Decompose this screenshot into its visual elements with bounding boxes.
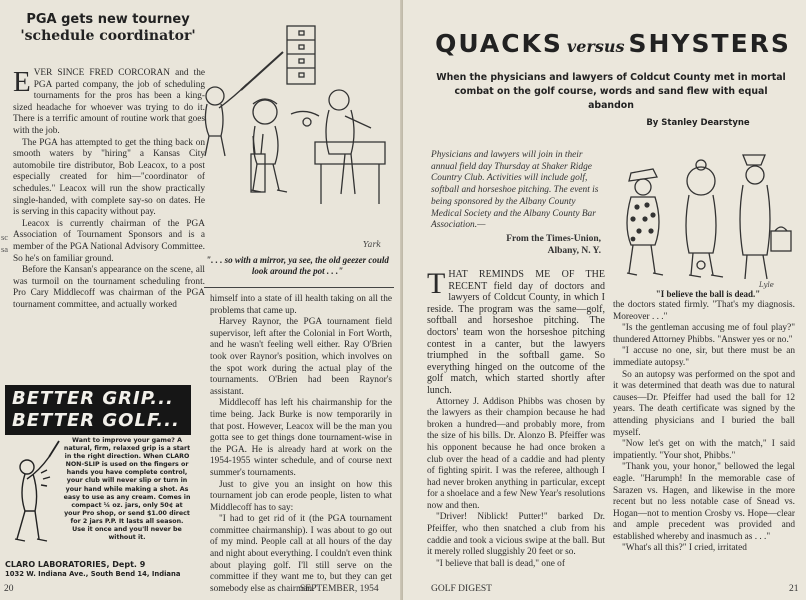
ad-company: CLARO LABORATORIES, Dept. 9 [5,560,146,569]
article-deck [431,71,791,113]
claro-advertisement [5,385,191,600]
title-versus: versus [566,37,625,56]
right-page-number: 21 [789,584,799,594]
golfer-swing-illustration [5,437,65,549]
title-shysters: SHYSTERS [628,29,791,58]
title-quacks: QUACKS [435,29,563,58]
margin-note-1: sc [1,232,9,242]
right-para-3: "Driver! Niblick! Putter!" barked Dr. Pfeiffer, who then snatched a club from his caddie and took a vicious swipe at the ball. But it merely rolled sluggishly 20 feet or so. [427,512,605,558]
left-col2-para-3: Middlecoff has left his chairmanship for the time being. Jack Burke is now temporarily in that post. However, Leacox will be the man you gotta see to get things done tournament-wise in the PGA. He is already hard at work on the 1954-1955 winter schedule, and of course next summer's tournaments. [210,398,392,478]
right-col2-para-2: "Is the gentleman accusing me of foul play?" thundered Attorney Phibbs. "Answer yes or no." [613,323,795,345]
issue-date: SEPTEMBER, 1954 [300,584,379,594]
left-divider [204,287,394,288]
deck-line2: combat on the golf course, words and sand flew with equal abandon [454,86,768,111]
left-para-3: Leacox is currently chairman of the PGA Association of Tournament Sponsors and is a member of the PGA National Advisory Committee. So he's on familiar ground. [13,218,205,264]
left-col2-para-2: Harvey Raynor, the PGA tournament field supervisor, left after the Colonial in Fort Worth, and he wasn't feeling well either. Ray O'Brien took over Raynor's position, which involves on the spot work during the actual play of the tournaments. O'Brien had been Raynor's assistant. [210,317,392,397]
left-para-4: Before the Kansan's appearance on the scene, all was turmoil on the tournament scheduling front. Pro Cary Middlecoff was chairman of the PGA tournament committee, and actually worked [13,265,205,310]
left-para-2: The PGA has attempted to get the thing back on smooth waters by "hiring" a Kansas City automobile tire distributor, Bob Leacox, to a post especially created for him—"coordinator of schedules." Leacox will run the show practically single-handed, with complete say-so on dates. He is serving in this capacity without pay. [13,137,205,218]
left-col2-para-1: himself into a state of ill health taking on all the problems that came up. [210,294,392,316]
left-dropcap: E [13,66,31,98]
mirror-cartoon-illustration [195,4,395,257]
ad-headline-line1: BETTER GRIP... [12,388,174,409]
right-cartoon-signature: Lyle [759,281,774,289]
ad-address: 1032 W. Indiana Ave., South Bend 14, Indiana [5,570,181,578]
left-para-1 [13,68,205,138]
left-para-1-text: VER SINCE FRED CORCORAN and the PGA parted company, the job of scheduling tournaments for the pros has been a king-sized headache for whoever was trying to do it. There is a terrific amount of routine work that goes with the job. [13,68,205,136]
right-col2-para-3: "I accuse no one, sir, but there must be an immediate autopsy." [613,346,795,368]
intro-quote-text: Physicians and lawyers will join in their annual field day Thursday at Shaker Ridge Country Club. Activities will include golf, softball and horseshoe pitching. The event is being sponsored by the Albany County Medical Society and the Albany County Bar Association.— [431,150,599,231]
article-title [433,30,793,61]
left-column-1 [13,68,205,311]
intro-source [431,233,601,257]
left-cartoon-caption: ". . . so with a mirror, ya see, the old geezer could look around the pot . . ." [206,255,389,276]
article-byline: By Stanley Dearstyne [646,118,750,128]
left-col2-para-4: Just to give you an insight on how this tournament job can erode people, listen to what Middlecoff has to say: [210,479,392,513]
deck-line1: When the physicians and lawyers of Coldcut County met in mortal [436,72,786,83]
intro-quote [431,150,601,257]
right-para-2: Attorney J. Addison Phibbs was chosen by the lawyers as their champion because he had broken a hundred—and probably more, from the size of his bills. Dr. Alonzo B. Pfeiffer was his opponent because he had once broken a club over the head of a caddie and had plenty of fighting spirit. I was the referee, although I had never broken anything in particular, except for a shoelace and a few New Year's resolutions now and then. [427,396,605,511]
ad-footer [5,560,191,579]
right-col2-para-1: the doctors stated firmly. "That's my diagnosis. Moreover . . ." [613,300,795,322]
left-cartoon-signature: Yark [363,240,382,249]
left-headline-line2: 'schedule coordinator' [20,28,196,44]
left-column-2 [210,294,392,595]
left-headline [13,12,203,44]
left-headline-line1: PGA gets new tourney [26,12,190,27]
right-column-1 [427,269,605,570]
right-cartoon-caption: "I believe the ball is dead." [655,289,761,299]
three-men-cartoon-illustration [609,135,799,290]
right-page [403,0,806,600]
right-col2-para-7: "What's all this?" I cried, irritated [622,543,747,554]
right-col2-para-4: So an autopsy was performed on the spot and it was determined that death was due to natural causes—Dr. Pfeiffer had used the ball for 12 years. The death certificate was signed by the attending physicians and I buried the ball myself. [613,369,795,438]
intro-source-line2: Albany, N. Y. [547,245,601,256]
right-para-1 [427,269,605,397]
right-dropcap: T [427,267,446,300]
right-column-2 [613,300,795,555]
magazine-name: GOLF DIGEST [431,584,492,594]
ad-body-text: Want to improve your game? A natural, firm, relaxed grip is a start in the right direction. When CLARO NON-SLIP is used on the fingers or hands you have complete control, your club will never slip or turn in your hand while making a shot. As easy to use as any cream. Comes in compact ¼ oz. jars, only 50¢ at your Pro shop, or send $1.00 direct for 2 jars P.P. It lasts all season. Use it once and you'll never be without it. [63,437,191,542]
margin-note-2: sa [1,244,9,254]
left-page-number: 20 [4,584,14,594]
right-para-4: "I believe that ball is dead," one of [436,558,565,569]
intro-source-line1: From the Times-Union, [506,233,601,244]
ad-headline [5,385,191,435]
left-col2-para-5: "I had to get rid of it (the PGA tournament committee chairmanship). I was about to go out of my mind. People call at all hours of the day and night about everything. I couldn't even think about playing golf. I'll still serve on the committee if they want me to, but they can get somebody else as chairman." [210,514,392,594]
ad-headline-line2: BETTER GOLF... [12,410,180,431]
right-col2-para-5: "Now let's get on with the match," I said impatiently. "Your shot, Phibbs." [613,439,795,461]
right-para-1-text: HAT REMINDS ME OF THE RECENT field day of doctors and lawyers of Coldcut County, in which I reside. The program was the same—golf, softball and horseshoe pitching. The doctors' team won the horseshoe pitching contest in a canter, but the lawyers triumphed in the softball game. So everything hinged on the outcome of the golf match, which started shortly after lunch. [427,269,605,396]
right-col2-para-6: "Thank you, your honor," bellowed the legal eagle. "Harumph! In the memorable case of Sarazen vs. Hagen, and likewise in the more recent but no less notable case of Snead vs. Hogan—not to mention Crosby vs. Hope—clear and ample precedent was provided and established whereby and inasmuch as . . ." [613,462,795,542]
